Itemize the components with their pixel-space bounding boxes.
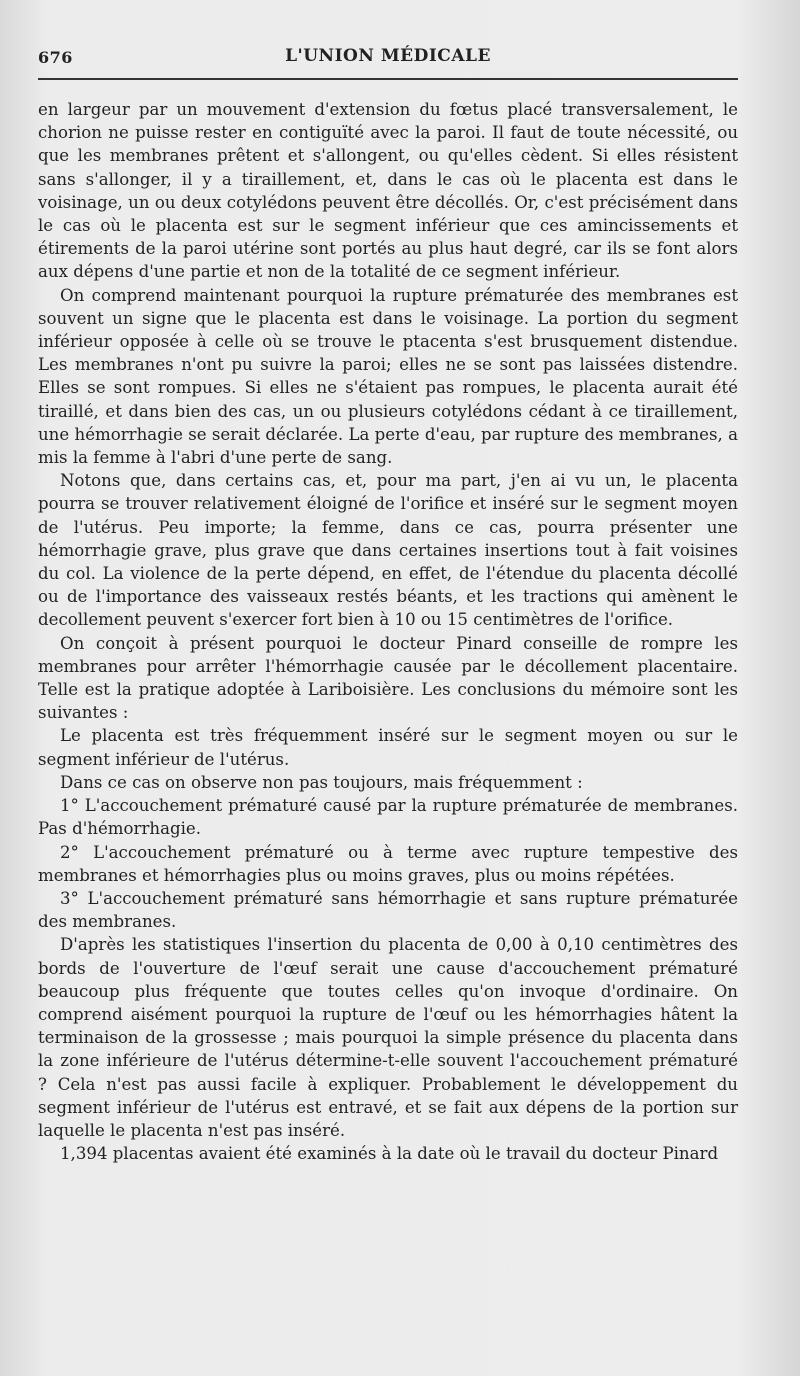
page-number: 676 xyxy=(38,48,73,67)
paragraph-continuation: en largeur par un mouvement d'extension du fœtus placé transversalement, le chorion ne puisse rester en contiguïté avec la paroi. Il faut de toute nécessité, ou que les membranes prêtent et s'allongent, ou qu'elles cèdent. Si elles résistent sans s'allonger, il y a tiraillement, et, dans le cas où le placenta est dans le voisinage, un ou deux cotylédons peuvent être décollés. Or, c'est précisément dans le cas où le placenta est sur le segment inférieur que ces amincissements et étirements de la paroi utérine sont portés au plus haut degré, car ils se font alors aux dépens d'une partie et non de la totalité de ce segment inférieur. xyxy=(38,100,738,282)
conclusion-item: 3° L'accouchement prématuré sans hémorrhagie et sans rupture prématurée des membranes. xyxy=(38,888,738,932)
paragraph: 1,394 placentas avaient été examinés à la date où le travail du docteur Pinard xyxy=(60,1144,719,1164)
conclusion-item: 2° L'accouchement prématuré ou à terme avec rupture tempestive des membranes et hémorrhagies plus ou moins graves, plus ou moins répétées. xyxy=(38,842,738,885)
paragraph: On conçoit à présent pourquoi le docteur Pinard conseille de rompre les membranes pour arrêter l'hémorrhagie causée par le décollement placentaire. Telle est la pratique adoptée à Lariboisière. Les conclusions du mémoire sont les suivantes : xyxy=(38,633,738,723)
body-text xyxy=(38,98,738,1165)
paragraph: D'après les statistiques l'insertion du placenta de 0,00 à 0,10 centimètres des bords de l'ouverture de l'œuf serait une cause d'accouchement prématuré beaucoup plus fréquente que toutes celles qu'on invoque d'ordinaire. On comprend aisément pourquoi la rupture de l'œuf ou les hémorrhagies hâtent la terminaison de la grossesse ; mais pourquoi la simple présence du placenta dans la zone inférieure de l'utérus détermine-t-elle souvent l'accouchement prématuré ? Cela n'est pas aussi facile à expliquer. Probablement le développement du segment inférieur de l'utérus est entravé, et se fait aux dépens de la portion sur laquelle le placenta n'est pas inséré. xyxy=(38,935,738,1140)
journal-title: L'UNION MÉDICALE xyxy=(285,46,491,66)
paragraph: On comprend maintenant pourquoi la rupture prématurée des membranes est souvent un signe que le placenta est dans le voisinage. La portion du segment inférieur opposée à celle où se trouve le ptacenta s'est brusquement distendue. Les membranes n'ont pu suivre la paroi; elles ne se sont pas laissées distendre. Elles se sont rompues. Si elles ne s'étaient pas rompues, le placenta aurait été tiraillé, et dans bien des cas, un ou plusieurs cotylédons cédant à ce tiraillement, une hémorrhagie se serait déclarée. La perte d'eau, par rupture des membranes, a mis la femme à l'abri d'une perte de sang. xyxy=(38,285,738,468)
conclusion-item: 1° L'accouchement prématuré causé par la rupture prématurée de membranes. Pas d'hémorrhagie. xyxy=(38,796,738,839)
conclusion-paragraph: Dans ce cas on observe non pas toujours, mais fréquemment : xyxy=(60,772,583,792)
running-head xyxy=(38,44,738,74)
paragraph: Notons que, dans certains cas, et, pour ma part, j'en ai vu un, le placenta pourra se trouver relativement éloigné de l'orifice et inséré sur le segment moyen de l'utérus. Peu importe; la femme, dans ce cas, pourra présenter une hémorrhagie grave, plus grave que dans certaines insertions tout à fait voisines du col. La violence de la perte dépend, en effet, de l'étendue du placenta décollé ou de l'importance des vaisseaux restés béants, et les tractions qui amènent le decollement peuvent s'exercer fort bien à 10 ou 15 centimètres de l'orifice. xyxy=(38,471,738,630)
header-rule xyxy=(38,78,738,80)
conclusion-paragraph: Le placenta est très fréquemment inséré sur le segment moyen ou sur le segment inférieur de l'utérus. xyxy=(38,726,738,769)
